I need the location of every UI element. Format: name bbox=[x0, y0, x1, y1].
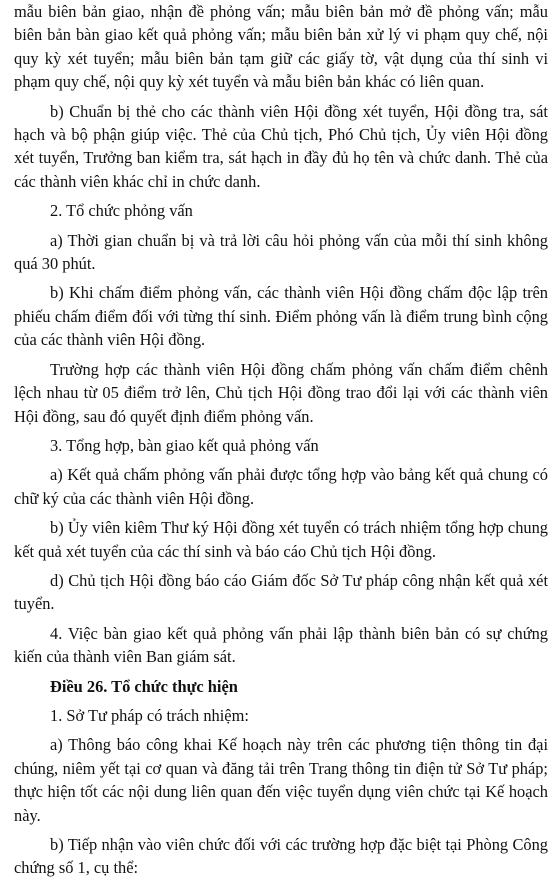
paragraph-1: mẫu biên bản giao, nhận đề phỏng vấn; mẫu biên bản mở đề phỏng vấn; mẫu biên bản bàn giao kết quả phỏng vấn; mẫu biên bản xử lý vi phạm quy chế, nội quy kỳ xét tuyển; mẫu biên bản tạm giữ các giấy tờ, vật dụng của thí sinh vi phạm quy chế, nội quy kỳ xét tuyển và mẫu biên bản khác có liên quan. bbox=[14, 2, 548, 92]
article-heading: Điều 26. Tổ chức thực hiện bbox=[50, 676, 238, 696]
paragraph-5: b) Khi chấm điểm phỏng vấn, các thành viên Hội đồng chấm độc lập trên phiếu chấm điểm đối với từng thí sinh. Điểm phỏng vấn là điểm trung bình cộng của các thành viên Hội đồng. bbox=[14, 283, 548, 350]
paragraph-9: b) Ủy viên kiêm Thư ký Hội đồng xét tuyển có trách nhiệm tổng hợp chung kết quả xét tuyển của các thí sinh và báo cáo Chủ tịch Hội đồng. bbox=[14, 518, 548, 561]
section-heading-2: 2. Tổ chức phỏng vấn bbox=[50, 201, 193, 221]
section-heading-3: 3. Tổng hợp, bàn giao kết quả phỏng vấn bbox=[50, 435, 319, 455]
paragraph-10: d) Chủ tịch Hội đồng báo cáo Giám đốc Sở Tư pháp công nhận kết quả xét tuyển. bbox=[14, 570, 548, 614]
paragraph-6: Trường hợp các thành viên Hội đồng chấm phỏng vấn chấm điểm chênh lệch nhau từ 05 điểm trở lên, Chủ tịch Hội đồng trao đổi lại với các thành viên Hội đồng, sau đó quyết định điểm phỏng vấn. bbox=[14, 359, 548, 426]
paragraph-13: 1. Sở Tư pháp có trách nhiệm: bbox=[50, 705, 249, 725]
paragraph-11: 4. Việc bàn giao kết quả phỏng vấn phải lập thành biên bản có sự chứng kiến của thành viên Ban giám sát. bbox=[14, 623, 548, 667]
paragraph-15: b) Tiếp nhận vào viên chức đối với các trường hợp đặc biệt tại Phòng Công chứng số 1, cụ thể: bbox=[14, 835, 548, 878]
paragraph-8: a) Kết quả chấm phỏng vấn phải được tổng hợp vào bảng kết quả chung có chữ ký của các thành viên Hội đồng. bbox=[14, 465, 548, 508]
paragraph-4: a) Thời gian chuẩn bị và trả lời câu hỏi phỏng vấn của mỗi thí sinh không quá 30 phút. bbox=[14, 230, 548, 274]
paragraph-14: a) Thông báo công khai Kế hoạch này trên các phương tiện thông tin đại chúng, niêm yết tại cơ quan và đăng tải trên Trang thông tin điện tử Sở Tư pháp; thực hiện tốt các nội dung liên quan đến việc tuyển dụng viên chức tại Kế hoạch này. bbox=[14, 735, 548, 825]
paragraph-2: b) Chuẩn bị thẻ cho các thành viên Hội đồng xét tuyển, Hội đồng tra, sát hạch và bộ phận giúp việc. Thẻ của Chủ tịch, Phó Chủ tịch, Ủy viên Hội đồng xét tuyển, Trưởng ban kiểm tra, sát hạch in đầy đủ họ tên và chức danh. Thẻ của các thành viên khác chỉ in chức danh. bbox=[14, 101, 548, 191]
